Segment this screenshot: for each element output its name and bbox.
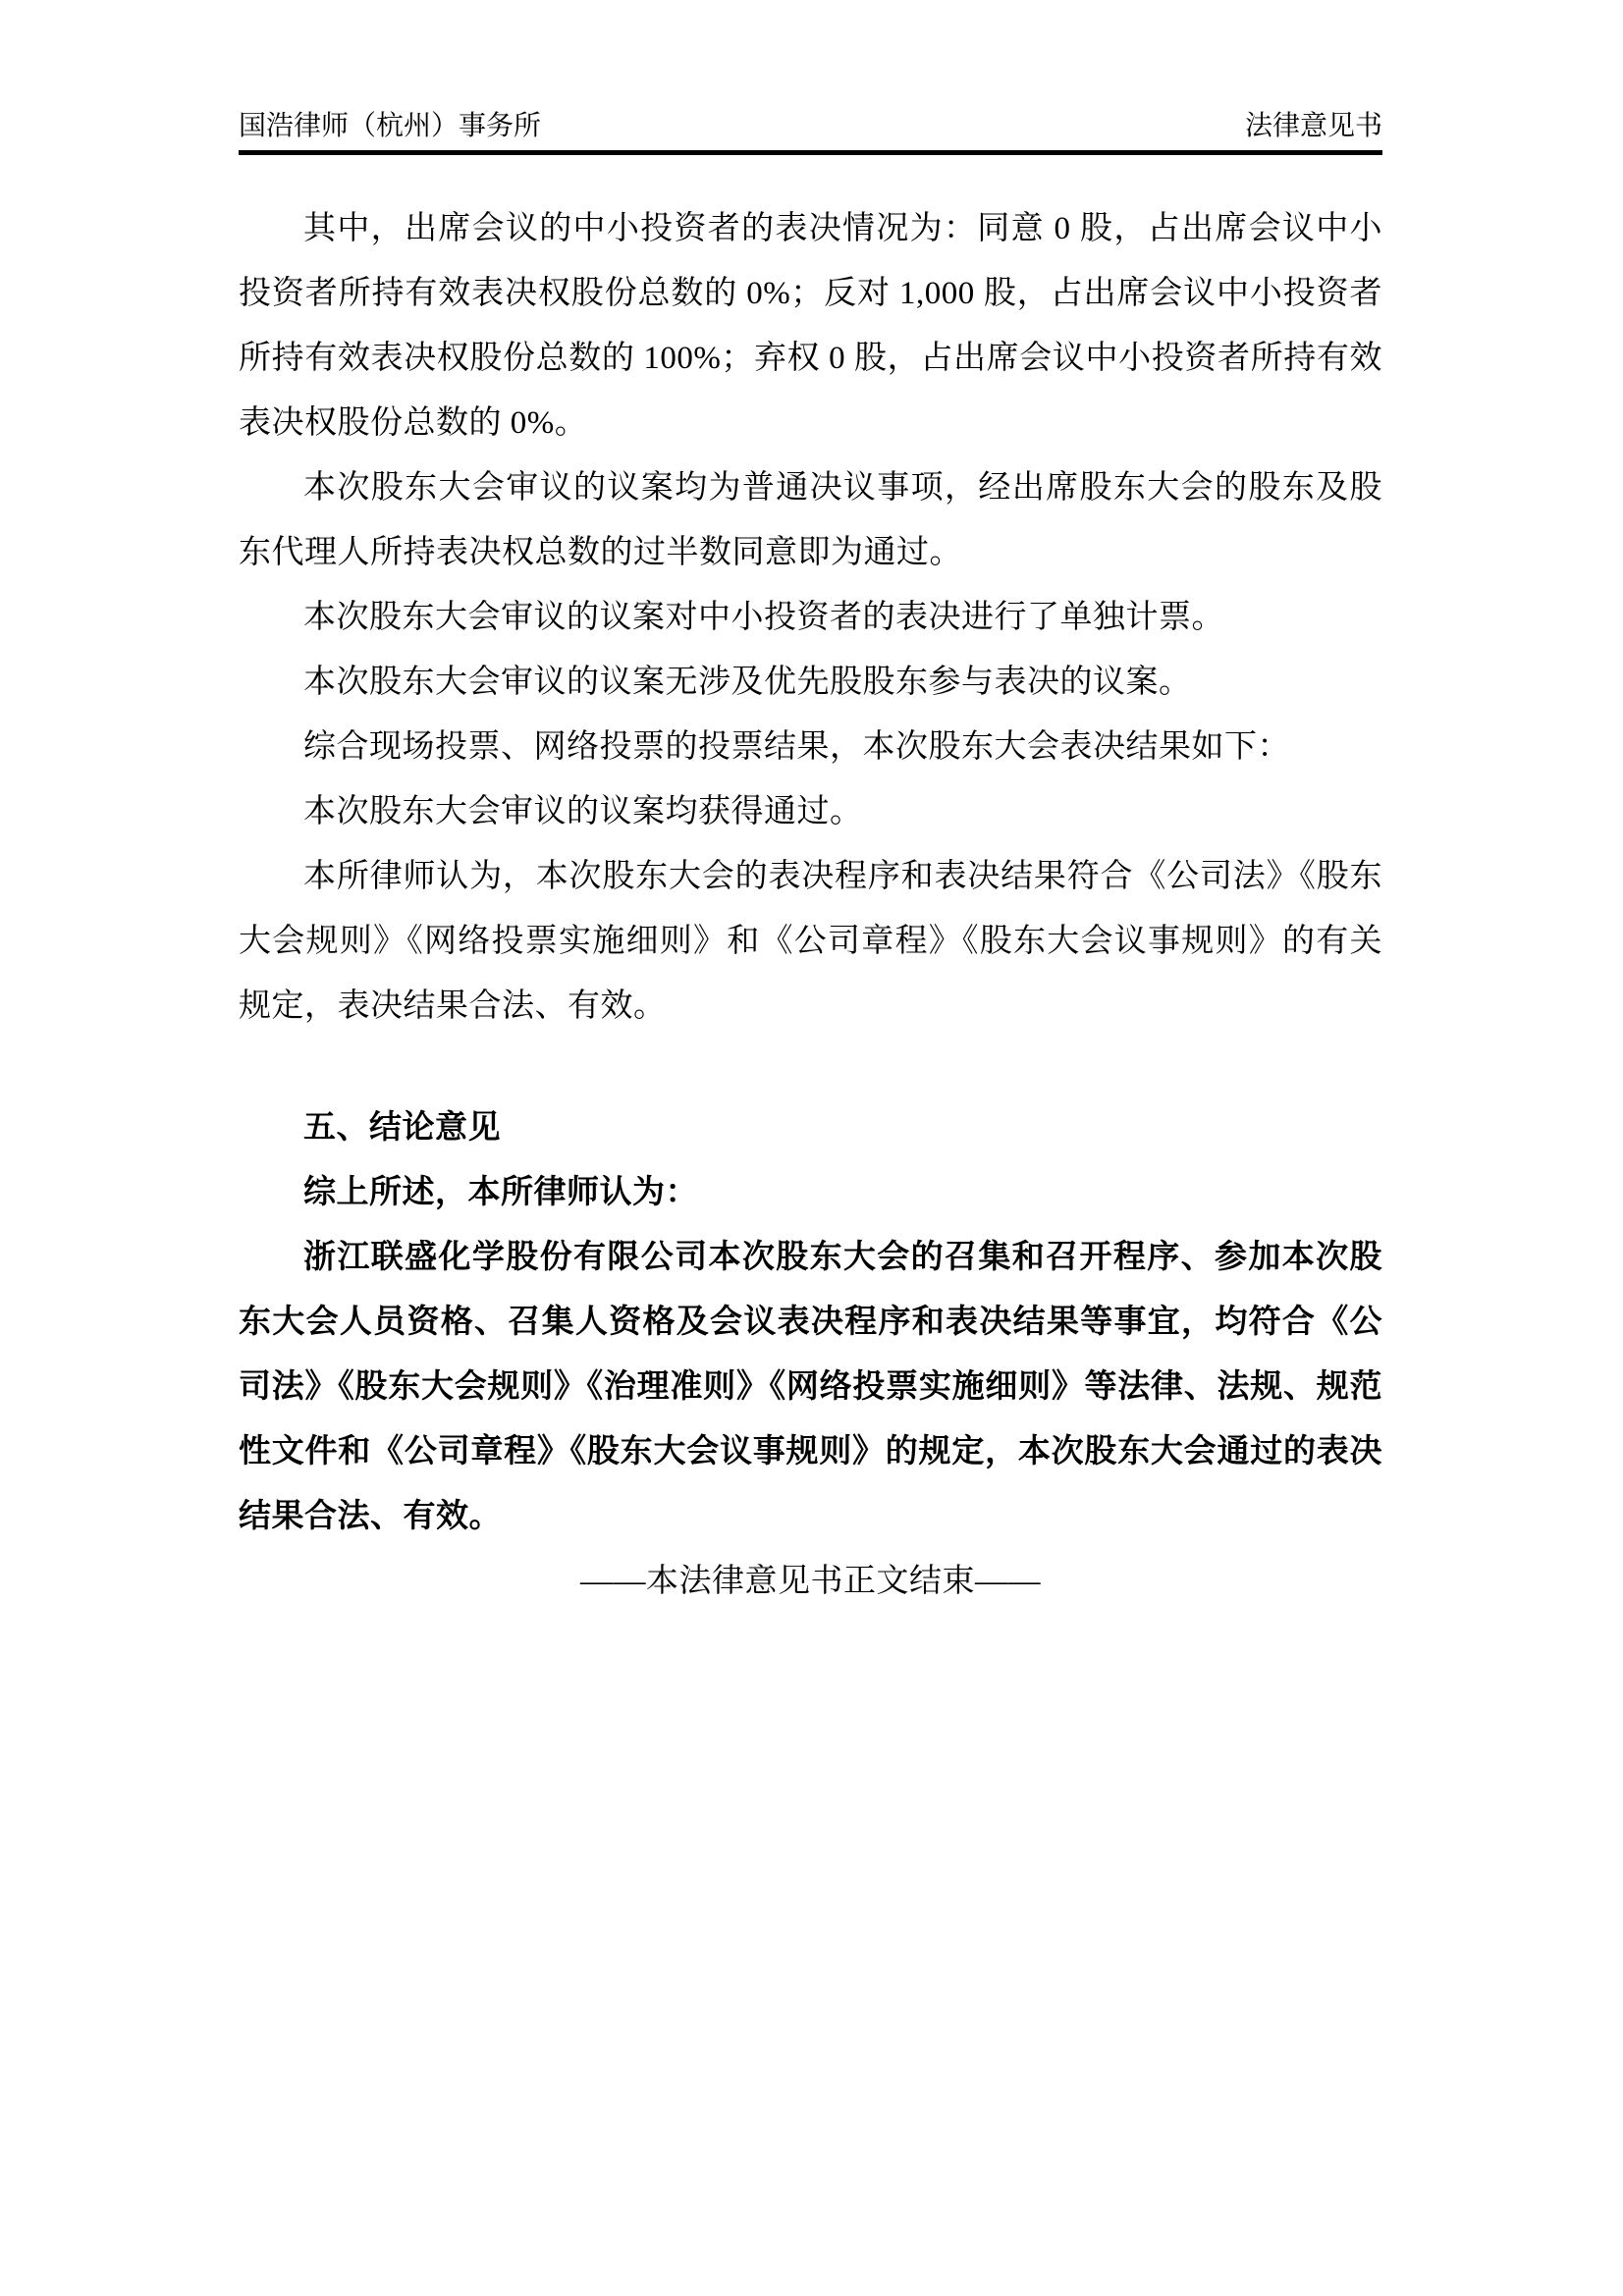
paragraph-minority-investor-votes: 其中，出席会议的中小投资者的表决情况为：同意 0 股，占出席会议中小投资者所持有效表决权股份总数的 0%；反对 1,000 股，占出席会议中小投资者所持有效表决权股份总数的 100%；弃权 0 股，占出席会议中小投资者所持有效表决权股份总数的 0%。 — [239, 211, 1382, 441]
closing-line: ——本法律意见书正文结束—— — [580, 1564, 1041, 1599]
document-body — [239, 196, 1382, 1614]
paragraph-separate-counting: 本次股东大会审议的议案对中小投资者的表决进行了单独计票。 — [303, 600, 1224, 635]
header-law-firm-name: 国浩律师（杭州）事务所 — [239, 111, 542, 141]
section-lead-sentence: 综上所述，本所律师认为： — [303, 1175, 698, 1210]
paragraph-voting-results-intro: 综合现场投票、网络投票的投票结果，本次股东大会表决结果如下： — [303, 729, 1290, 765]
conclusion-paragraph: 浙江联盛化学股份有限公司本次股东大会的召集和召开程序、参加本次股东大会人员资格、召集人资格及会议表决程序和表决结果等事宜，均符合《公司法》《股东大会规则》《治理准则》《网络投票实施细则》等法律、法规、规范性文件和《公司章程》《股东大会议事规则》的规定，本次股东大会通过的表决结果合法、有效。 — [239, 1240, 1382, 1534]
header-document-type: 法律意见书 — [1244, 111, 1382, 141]
paragraph-no-preferred-shares: 本次股东大会审议的议案无涉及优先股股东参与表决的议案。 — [303, 665, 1192, 700]
paragraph-ordinary-resolution: 本次股东大会审议的议案均为普通决议事项，经出席股东大会的股东及股东代理人所持表决权总数的过半数同意即为通过。 — [239, 470, 1382, 570]
section-spacer — [239, 1039, 1382, 1095]
paragraph-lawyer-opinion: 本所律师认为，本次股东大会的表决程序和表决结果符合《公司法》《股东大会规则》《网络投票实施细则》和《公司章程》《股东大会议事规则》的有关规定，表决结果合法、有效。 — [239, 859, 1382, 1024]
section-heading-conclusion: 五、结论意见 — [303, 1110, 501, 1146]
page-header — [239, 111, 1382, 155]
paragraph-all-proposals-passed: 本次股东大会审议的议案均获得通过。 — [303, 794, 863, 829]
